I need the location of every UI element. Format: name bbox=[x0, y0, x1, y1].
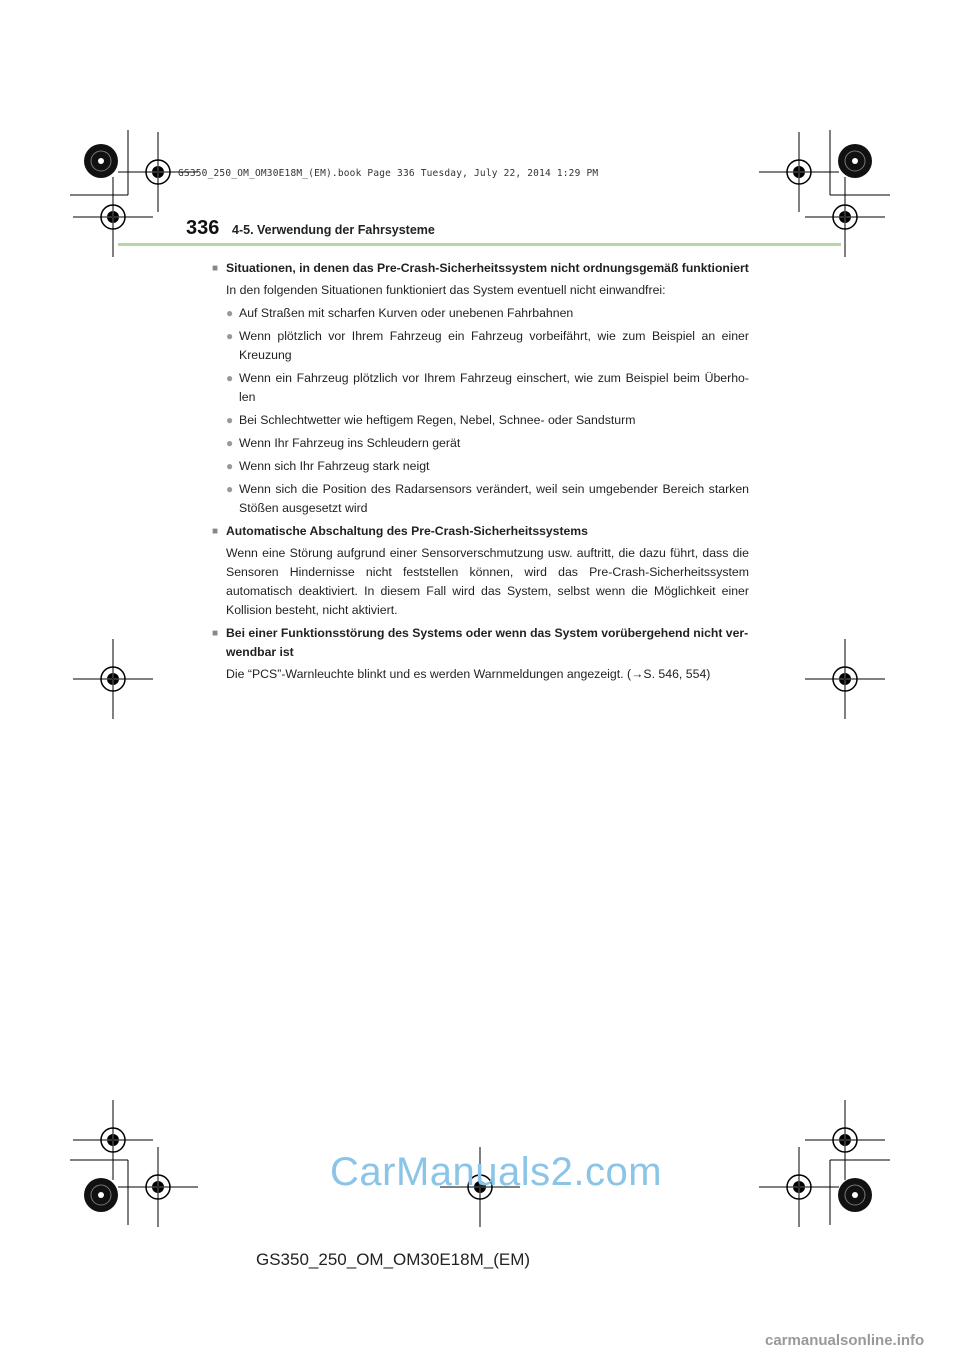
star-mark-icon bbox=[84, 1178, 118, 1212]
list-item-text: Bei Schlechtwetter wie heftigem Regen, Nebel, Schnee- oder Sandsturm bbox=[239, 413, 636, 427]
footer-document-code: GS350_250_OM_OM30E18M_(EM) bbox=[256, 1250, 531, 1269]
section-heading-text: Bei einer Funktionsstörung des Systems oder wenn das System vorübergehend nicht ver-wendbar ist bbox=[226, 626, 749, 659]
watermark-link[interactable]: CarManuals2.com bbox=[330, 1150, 663, 1194]
print-info-line: GS350_250_OM_OM30E18M_(EM).book Page 336 Tuesday, July 22, 2014 1:29 PM bbox=[178, 168, 599, 179]
registration-mark-icon bbox=[73, 1100, 153, 1180]
section-text: Wenn eine Störung aufgrund einer Sensorverschmutzung usw. auftritt, die dazu führt, dass die Sensoren Hindernisse nicht feststellen können, wird das Pre-Crash-Sicherheitssystem automatisch deaktiviert. In diesem Fall wird das System, selbst wenn die Möglichkeit einer Kollision besteht, nicht aktiviert. bbox=[226, 546, 749, 617]
page-content bbox=[212, 256, 749, 688]
registration-mark-icon bbox=[73, 639, 153, 719]
site-watermark: carmanualsonline.info bbox=[765, 1332, 925, 1349]
list-item-text: Wenn plötzlich vor Ihrem Fahrzeug ein Fahrzeug vorbeifährt, wie zum Beispiel an einer Kreuzung bbox=[239, 329, 749, 362]
registration-mark-icon bbox=[759, 132, 839, 212]
section-intro: In den folgenden Situationen funktioniert das System eventuell nicht einwandfrei: bbox=[226, 283, 666, 297]
section-title: 4-5. Verwendung der Fahrsysteme bbox=[232, 223, 435, 237]
square-bullet-icon: ■ bbox=[212, 628, 219, 639]
star-mark-icon bbox=[84, 144, 118, 178]
list-item bbox=[212, 369, 749, 407]
section-heading bbox=[212, 522, 749, 541]
round-bullet-icon: ● bbox=[226, 371, 234, 385]
round-bullet-icon: ● bbox=[226, 459, 234, 473]
page-number: 336 bbox=[186, 217, 220, 239]
section-text: Die “PCS”-Warnleuchte blinkt und es werden Warnmeldungen angezeigt. (→S. 546, 554) bbox=[226, 667, 711, 681]
list-item-text: Wenn sich Ihr Fahrzeug stark neigt bbox=[239, 459, 430, 473]
section-heading bbox=[212, 624, 749, 662]
registration-mark-icon bbox=[759, 1147, 839, 1227]
registration-mark-icon bbox=[118, 1147, 198, 1227]
header-rule bbox=[118, 243, 841, 246]
list-item bbox=[212, 304, 749, 323]
section-heading bbox=[212, 259, 749, 278]
square-bullet-icon: ■ bbox=[212, 263, 219, 274]
list-item-text: Wenn sich die Position des Radarsensors verändert, weil sein umgebender Bereich starken Stößen ausgesetzt wird bbox=[239, 482, 749, 515]
list-item bbox=[212, 480, 749, 518]
registration-mark-icon bbox=[805, 1100, 885, 1180]
list-item-text: Auf Straßen mit scharfen Kurven oder unebenen Fahrbahnen bbox=[239, 306, 574, 320]
list-item bbox=[212, 411, 749, 430]
list-item bbox=[212, 434, 749, 453]
round-bullet-icon: ● bbox=[226, 329, 234, 343]
section-heading-text: Situationen, in denen das Pre-Crash-Sicherheitssystem nicht ordnungsgemäß funktioniert bbox=[226, 261, 749, 275]
list-item-text: Wenn Ihr Fahrzeug ins Schleudern gerät bbox=[239, 436, 461, 450]
star-mark-icon bbox=[838, 144, 872, 178]
round-bullet-icon: ● bbox=[226, 436, 234, 450]
registration-mark-icon bbox=[805, 639, 885, 719]
list-item-text: Wenn ein Fahrzeug plötzlich vor Ihrem Fahrzeug einschert, wie zum Beispiel beim Überho-len bbox=[239, 371, 749, 404]
round-bullet-icon: ● bbox=[226, 413, 234, 427]
section-heading-text: Automatische Abschaltung des Pre-Crash-Sicherheitssystems bbox=[226, 524, 588, 538]
list-item bbox=[212, 327, 749, 365]
round-bullet-icon: ● bbox=[226, 482, 234, 496]
square-bullet-icon: ■ bbox=[212, 526, 219, 537]
list-item bbox=[212, 457, 749, 476]
star-mark-icon bbox=[838, 1178, 872, 1212]
round-bullet-icon: ● bbox=[226, 306, 234, 320]
